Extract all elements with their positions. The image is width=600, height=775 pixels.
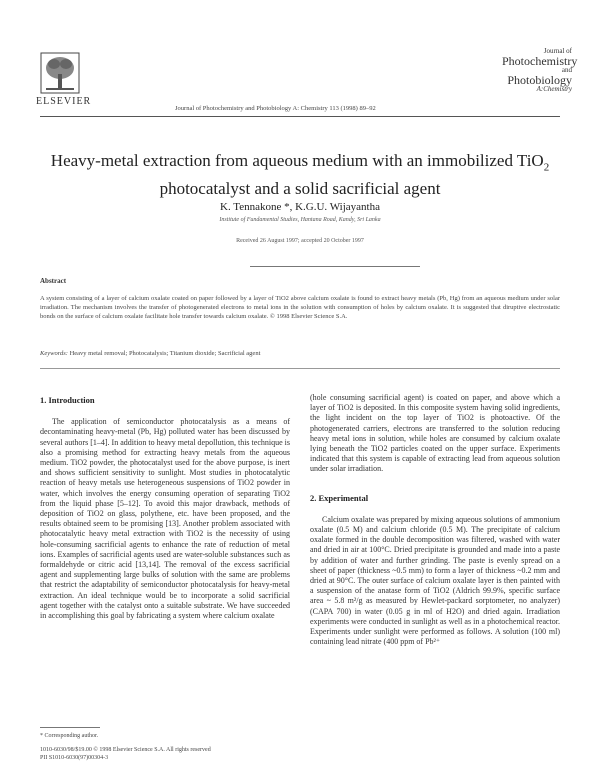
corresponding-author-note: * Corresponding author. — [40, 733, 99, 739]
journal-citation: Journal of Photochemistry and Photobiology A: Chemistry 113 (1998) 89–92 — [175, 105, 376, 112]
elsevier-tree-logo-icon — [40, 52, 80, 94]
journal-line-2: Photochemistry — [502, 54, 578, 68]
experimental-heading: 2. Experimental — [310, 492, 369, 503]
publisher-name: ELSEVIER — [36, 96, 92, 107]
footnote — [40, 727, 290, 762]
introduction-paragraph: The application of semiconductor photocatalysis as a means of decontaminating heavy-metal (Pb, Hg) polluted water has been discussed by several authors [1–4]. In addition to heavy metal depollution, this technique is also a promising method for extracting heavy metals from the aqueous medium. TiO2 powder, the photocatalyst used for the above purpose, is inert and shows sufficient sensitivity to sunlight. Most studies in photocatalytic reaction of heavy metals use heterogeneous suspensions of TiO2 powder in water, which involves the energy consuming operation of separating TiO2 from the liquid phase [5–12]. To avoid this major drawback, methods of deposition of TiO2 on glass, polythene, etc. have been proposed, and the results obtained seem to be promising [13]. Another problem associated with photocatalytic heavy metal extraction with TiO2 is the necessity of using hole-consuming sacrificial agents to enhance the rate of reduction of metal ions. Examples of sacrificial agents used are water-soluble substances such as formaldehyde or citric acid [13,14]. The removal of the excess sacrificial agent and supplementing large bulks of solution with the same are problems that restrict the adaptability of semiconductor photocatalysis for heavy-metal extraction. An ideal technique would be to incorporate a solid sacrificial agent together with the catalyst onto a suitable substrate. We have succeeded in accomplishing this goal by fabricating a system where calcium oxalate — [40, 417, 290, 621]
title-subscript: 2 — [543, 161, 550, 174]
pii-line: PII S1010-6030(97)00304-3 — [40, 755, 109, 761]
abstract-text: A system consisting of a layer of calcium oxalate coated on paper followed by a layer of TiO2 above calcium oxalate is found to extract heavy metals (Pb, Hg) from an aqueous medium under solar irradiation. The mechanism involves the transfer of photogenerated electrons to metal ions in the solution with consumption of holes by calcium oxalate. It is suggested that diruptive electrostatic bonds on the surface of calcium oxalate facilitate hole transfer towards calcium oxalate. © 1998 Elsevier Science S.A. — [40, 295, 560, 320]
journal-line-4: Photobiology — [507, 73, 572, 87]
received-dates: Received 26 August 1997; accepted 20 October 1997 — [236, 238, 364, 244]
title-line-1: Heavy-metal extraction from aqueous medium with an immobilized TiO — [50, 151, 544, 170]
title-line-2: photocatalyst and a solid sacrificial agent — [159, 179, 441, 199]
journal-masthead — [502, 47, 578, 93]
introduction-heading: 1. Introduction — [40, 395, 95, 405]
article-title — [40, 150, 560, 199]
footnote-rule — [40, 727, 100, 728]
experimental-paragraph: Calcium oxalate was prepared by mixing aqueous solutions of ammonium oxalate (0.5 M) and calcium chloride (0.5 M). The precipitate of calcium oxalate formed in the double decomposition was filtered, washed with water and dried in air at 100°C. Dried precipitate is grounded and made into a paste by addition of water and further grinding. The paste is evenly spread on a sheet of paper (thickness ~0.5 mm) to form a layer of thickness ~0.2 mm and dried at 90°C. The outer surface of calcium oxalate layer is then painted with a suspension of the anatase form of TiO2 (Aldrich 99.9%, specific surface area ~ 5.8 m²/g as measured by Hewlet-packard sorptometer, no analyzer) (CAPA 700) in water (0.05 g in ml of H2O) and dried again. Irradiation experiments were conducted in sunlight as well as in a photochemical reactor. Experiments under sunlight were performed as follows. A solution (100 ml) containing lead nitrate (400 ppm of Pb²⁺ — [310, 514, 560, 647]
journal-line-5: A:Chemistry — [536, 85, 572, 93]
author-affiliation: Institute of Fundamental Studies, Hantana Road, Kandy, Sri Lanka — [219, 217, 381, 223]
header-rule — [40, 116, 560, 117]
abstract-heading: Abstract — [40, 277, 67, 285]
article-authors: K. Tennakone *, K.G.U. Wijayantha — [220, 201, 380, 213]
journal-line-3: and — [561, 66, 572, 74]
keywords-line — [40, 350, 260, 357]
left-column — [40, 395, 290, 631]
issn-line: 1010-6030/98/$19.00 © 1998 Elsevier Science S.A. All rights reserved — [40, 747, 211, 753]
keywords-list: Heavy metal removal; Photocatalysis; Titanium dioxide; Sacrificial agent — [69, 350, 261, 357]
journal-line-1: Journal of — [543, 47, 572, 55]
abstract-bottom-rule — [40, 368, 560, 369]
right-column — [310, 393, 560, 657]
introduction-continuation: (hole consuming sacrificial agent) is coated on paper, and above which a layer of TiO2 is deposited. In this composite system having solid ingredients, the light incident on the top layer of TiO2 is photoactive. Of the photogenerated carriers, electrons are transferred to the solution reducing heavy metal ions in solution, while holes are consumed by calcium oxalate lying beneath the TiO2 particles coated on the upper surface. Experiments indicated that this system is capable of extracting lead from aqueous solution under solar irradiation. — [310, 393, 560, 474]
abstract-rule — [250, 266, 420, 267]
keywords-label: Keywords: — [40, 350, 68, 357]
